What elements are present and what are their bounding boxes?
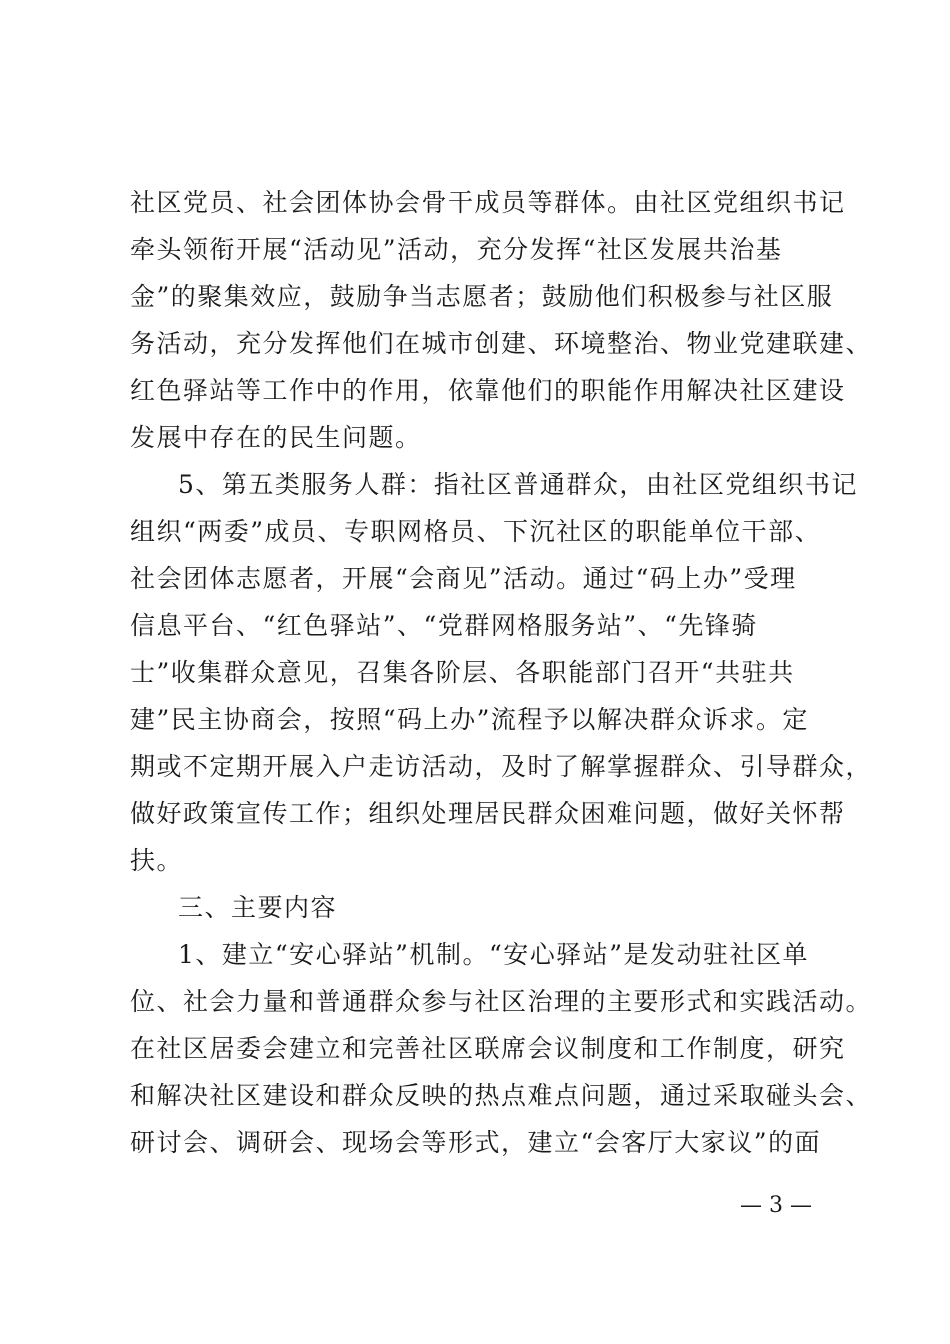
body-text-line: 位、社会力量和普通群众参与社区治理的主要形式和实践活动。 <box>130 987 873 1016</box>
body-text-line: 期或不定期开展入户走访活动，及时了解掌握群众、引导群众， <box>130 752 873 781</box>
body-text-line: 社会团体志愿者，开展“会商见”活动。通过“码上办”受理 <box>130 564 797 593</box>
body-text-line: 做好政策宣传工作；组织处理居民群众困难问题，做好关怀帮 <box>130 799 846 828</box>
body-text-line: 牵头领衔开展“活动见”活动，充分发挥“社区发展共治基 <box>130 235 783 264</box>
paragraph-first-line: 5、第五类服务人群：指社区普通群众，由社区党组织书记 <box>178 470 858 499</box>
section-heading: 三、主要内容 <box>178 893 338 922</box>
body-text-line: 社区党员、社会团体协会骨干成员等群体。由社区党组织书记 <box>130 188 846 217</box>
body-text-line: 红色驿站等工作中的作用，依靠他们的职能作用解决社区建设 <box>130 376 846 405</box>
body-text-line: 发展中存在的民生问题。 <box>130 423 422 452</box>
body-text-line: 金”的聚集效应，鼓励争当志愿者；鼓励他们积极参与社区服 <box>130 282 834 311</box>
body-text-line: 士”收集群众意见，召集各阶层、各职能部门召开“共驻共 <box>130 658 795 687</box>
body-text-line: 信息平台、“红色驿站”、“党群网格服务站”、“先锋骑 <box>130 611 758 640</box>
body-text-line: 组织“两委”成员、专职网格员、下沉社区的职能单位干部、 <box>130 517 822 546</box>
body-text-line: 扶。 <box>130 846 184 875</box>
paragraph-first-line: 1、建立“安心驿站”机制。“安心驿站”是发动驻社区单 <box>178 940 810 969</box>
body-text-line: 研讨会、调研会、现场会等形式，建立“会客厅大家议”的面 <box>130 1128 822 1157</box>
body-text-line: 在社区居委会建立和完善社区联席会议制度和工作制度，研究 <box>130 1034 846 1063</box>
body-text-line: 务活动，充分发挥他们在城市创建、环境整治、物业党建联建、 <box>130 329 873 358</box>
body-text-line: 和解决社区建设和群众反映的热点难点问题，通过采取碰头会、 <box>130 1081 873 1110</box>
page-number: — 3 — <box>740 1193 812 1218</box>
body-text-line: 建”民主协商会，按照“码上办”流程予以解决群众诉求。定 <box>130 705 809 734</box>
